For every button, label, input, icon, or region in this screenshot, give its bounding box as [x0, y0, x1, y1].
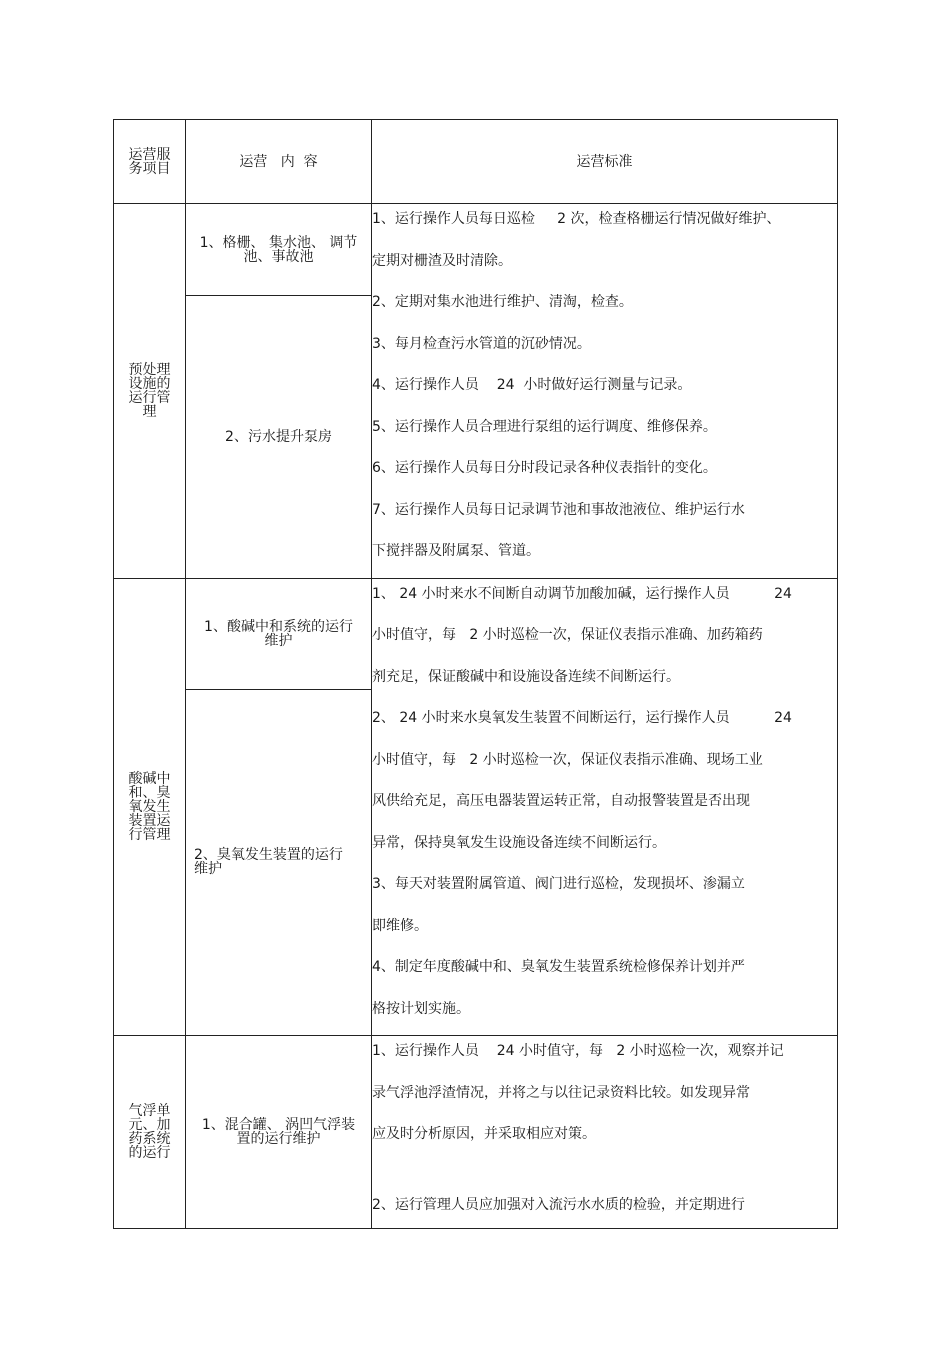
- content-text: 1、混合罐、 涡凹气浮装: [201, 1117, 356, 1133]
- header-service-item: [114, 120, 186, 204]
- operations-standards-table: [113, 119, 838, 1229]
- content-cell: [186, 578, 372, 689]
- standard-line: 应及时分析原因，并采取相应对策。: [372, 1126, 596, 1142]
- standard-line: 剂充足，保证酸碱中和设施设备连续不间断运行。: [372, 668, 680, 685]
- standard-line: 1、运行操作人员每日巡检 2 次，检查格栅运行情况做好维护、: [372, 211, 781, 227]
- standard-line: 3、每天对装置附属管道、阀门进行巡检，发现损坏、渗漏立: [372, 876, 745, 892]
- header-text: 运营 内 容: [239, 153, 318, 170]
- table-header-row: [114, 120, 838, 204]
- content-text: 维护: [194, 861, 222, 878]
- content-cell: [186, 296, 372, 578]
- standard-line: 2、运行管理人员应加强对入流污水水质的检验，并定期进行: [372, 1196, 745, 1213]
- category-cell: [114, 204, 186, 579]
- header-text: 运营服: [128, 146, 171, 163]
- category-text: 氧发生: [128, 798, 171, 815]
- standard-line: 6、运行操作人员每日分时段记录各种仪表指针的变化。: [372, 460, 717, 476]
- standard-line: 即维修。: [372, 917, 428, 934]
- standard-line: 小时值守，每 2 小时巡检一次，保证仪表指示准确、现场工业: [372, 751, 763, 768]
- category-text: 的运行: [128, 1145, 171, 1161]
- standard-cell: [372, 578, 838, 1036]
- content-cell: [186, 204, 372, 296]
- category-cell: [114, 1036, 186, 1229]
- category-text: 理: [142, 403, 157, 420]
- category-text: 药系统: [128, 1131, 171, 1147]
- content-text: 置的运行维护: [236, 1131, 321, 1147]
- standard-line: 1、 24 小时来水不间断自动调节加酸加碱，运行操作人员 24: [372, 585, 792, 602]
- content-cell: [186, 1036, 372, 1229]
- content-text: 维护: [264, 632, 293, 649]
- standard-line: 下搅拌器及附属泵、管道。: [372, 543, 540, 559]
- standard-line: 小时值守，每 2 小时巡检一次，保证仪表指示准确、加药箱药: [372, 627, 763, 643]
- standard-line: 格按计划实施。: [372, 1000, 470, 1017]
- table-row: [114, 1036, 838, 1229]
- category-text: 行管理: [128, 826, 171, 843]
- category-text: 酸碱中: [128, 770, 171, 787]
- category-text: 和、臭: [128, 784, 171, 801]
- standard-line: 录气浮池浮渣情况，并将之与以往记录资料比较。如发现异常: [372, 1084, 750, 1101]
- standard-line: 7、运行操作人员每日记录调节池和事故池液位、维护运行水: [372, 501, 745, 518]
- standard-line: 3、每月检查污水管道的沉砂情况。: [372, 335, 591, 352]
- standard-line: 2、定期对集水池进行维护、清淘，检查。: [372, 294, 633, 310]
- standard-line: 5、运行操作人员合理进行泵组的运行调度、维修保养。: [372, 418, 717, 435]
- header-text: 运营标准: [576, 153, 633, 170]
- content-text: 1、格栅、 集水池、 调节: [199, 234, 358, 251]
- standard-cell: [372, 1036, 838, 1229]
- content-text: 1、酸碱中和系统的运行: [204, 618, 353, 635]
- standard-cell: [372, 204, 838, 579]
- header-standard: [372, 120, 838, 204]
- category-text: 预处理: [128, 361, 171, 378]
- content-text: 2、污水提升泵房: [225, 428, 332, 445]
- standard-line: 2、 24 小时来水臭氧发生装置不间断运行，运行操作人员 24: [372, 710, 792, 726]
- standard-line: 4、制定年度酸碱中和、臭氧发生装置系统检修保养计划并严: [372, 959, 745, 975]
- content-text: 池、事故池: [243, 248, 314, 265]
- header-content: [186, 120, 372, 204]
- content-cell: [186, 689, 372, 1035]
- category-text: 气浮单: [128, 1103, 171, 1119]
- category-text: 装置运: [128, 812, 171, 829]
- standard-line: 1、运行操作人员 24 小时值守，每 2 小时巡检一次，观察并记: [372, 1043, 784, 1059]
- standard-line: 4、运行操作人员 24 小时做好运行测量与记录。: [372, 377, 692, 393]
- standard-line: 定期对栅渣及时清除。: [372, 252, 512, 269]
- table-row: [114, 204, 838, 296]
- standard-line: 风供给充足，高压电器装置运转正常，自动报警装置是否出现: [372, 793, 750, 809]
- content-text: 2、臭氧发生装置的运行: [194, 847, 343, 864]
- category-text: 运行管: [128, 389, 171, 406]
- category-text: 设施的: [128, 375, 171, 392]
- category-cell: [114, 578, 186, 1036]
- category-text: 元、加: [128, 1117, 171, 1133]
- standard-line: 异常，保持臭氧发生设施设备连续不间断运行。: [372, 834, 666, 851]
- header-text: 务项目: [128, 160, 171, 177]
- table-row: [114, 578, 838, 689]
